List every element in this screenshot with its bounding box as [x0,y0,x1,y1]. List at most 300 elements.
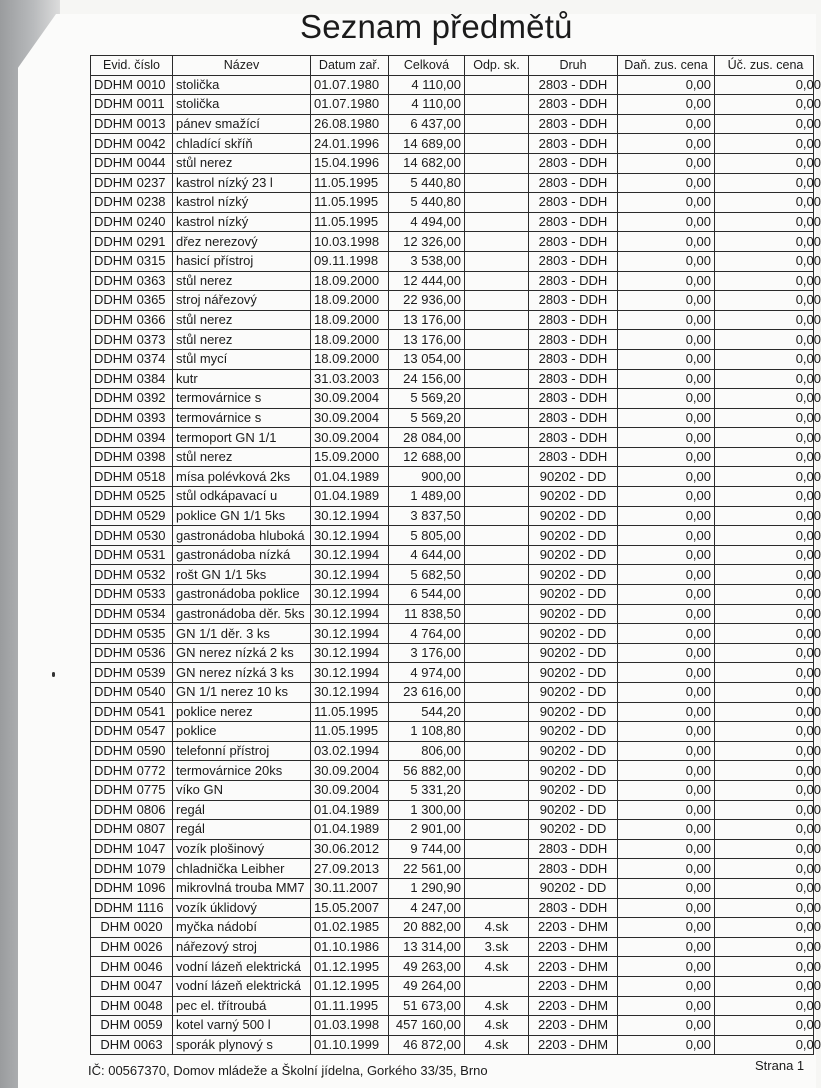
cell-accounting-value [715,683,821,703]
cell-druh: 2803 - DDH [529,114,618,134]
cell-accounting-value [715,996,821,1016]
cell-accounting-value-text: 0,00 [795,253,821,269]
cell-total: 22 561,00 [389,859,465,879]
cell-druh: 90202 - DD [529,761,618,781]
cell-odp [465,408,529,428]
cell-druh: 2803 - DDH [529,447,618,467]
table-row [91,232,814,252]
cell-name: stolička [173,75,311,95]
cell-evid: DDHM 0044 [91,153,173,173]
cell-druh: 2803 - DDH [529,389,618,409]
cell-accounting-value-text: 0,00 [795,605,821,621]
cell-evid: DDHM 0042 [91,134,173,154]
cell-evid: DDHM 0373 [91,330,173,350]
cell-druh: 2803 - DDH [529,212,618,232]
cell-evid: DHM 0048 [91,996,173,1016]
cell-evid: DDHM 0238 [91,193,173,213]
cell-druh: 2803 - DDH [529,859,618,879]
table-row [91,937,814,957]
cell-tax-value: 0,00 [618,585,715,605]
cell-evid: DDHM 0010 [91,75,173,95]
cell-total: 4 110,00 [389,75,465,95]
cell-odp [465,800,529,820]
cell-evid: DDHM 0540 [91,683,173,703]
cell-odp [465,506,529,526]
cell-total: 6 544,00 [389,585,465,605]
cell-druh: 90202 - DD [529,683,618,703]
cell-druh: 90202 - DD [529,467,618,487]
cell-date: 01.12.1995 [311,957,389,977]
cell-name: mikrovlná trouba MM7 [173,878,311,898]
cell-date: 01.10.1986 [311,937,389,957]
cell-evid: DDHM 0525 [91,487,173,507]
cell-name: sporák plynový s [173,1035,311,1055]
cell-druh: 90202 - DD [529,526,618,546]
cell-odp [465,212,529,232]
cell-odp: 4.sk [465,1016,529,1036]
cell-total: 1 290,90 [389,878,465,898]
cell-name: stůl nerez [173,153,311,173]
cell-date: 30.12.1994 [311,604,389,624]
cell-tax-value: 0,00 [618,1016,715,1036]
cell-druh: 90202 - DD [529,604,618,624]
cell-accounting-value-text: 0,00 [795,841,821,857]
cell-evid: DDHM 0363 [91,271,173,291]
cell-druh: 90202 - DD [529,878,618,898]
cell-name: stolička [173,95,311,115]
cell-total: 5 805,00 [389,526,465,546]
table-row [91,565,814,585]
cell-evid: DDHM 1047 [91,839,173,859]
table-row [91,153,814,173]
cell-tax-value: 0,00 [618,957,715,977]
cell-druh: 90202 - DD [529,506,618,526]
cell-accounting-value-text: 0,00 [795,899,821,915]
table-row [91,506,814,526]
cell-accounting-value-text: 0,00 [795,723,821,739]
cell-odp [465,702,529,722]
cell-name: vozík úklidový [173,898,311,918]
cell-name: stůl nerez [173,330,311,350]
cell-druh: 2803 - DDH [529,310,618,330]
cell-druh: 2803 - DDH [529,271,618,291]
cell-odp: 3.sk [465,937,529,957]
cell-tax-value: 0,00 [618,408,715,428]
table-row [91,526,814,546]
cell-tax-value: 0,00 [618,937,715,957]
cell-accounting-value [715,291,821,311]
cell-date: 30.09.2004 [311,389,389,409]
cell-evid: DDHM 0806 [91,800,173,820]
cell-name: telefonní přístroj [173,741,311,761]
cell-odp [465,75,529,95]
cell-accounting-value-text: 0,00 [795,370,821,386]
cell-accounting-value-text: 0,00 [795,292,821,308]
cell-accounting-value [715,937,821,957]
table-row [91,349,814,369]
cell-odp [465,624,529,644]
cell-evid: DDHM 0531 [91,545,173,565]
cell-druh: 90202 - DD [529,722,618,742]
cell-accounting-value [715,193,821,213]
cell-accounting-value-text: 0,00 [795,586,821,602]
cell-evid: DDHM 0534 [91,604,173,624]
cell-name: hasicí přístroj [173,251,311,271]
cell-evid: DDHM 0775 [91,780,173,800]
cell-total: 4 764,00 [389,624,465,644]
cell-accounting-value-text: 0,00 [795,919,821,935]
cell-total: 5 440,80 [389,173,465,193]
cell-total: 4 644,00 [389,545,465,565]
cell-total: 13 054,00 [389,349,465,369]
cell-accounting-value [715,526,821,546]
cell-tax-value: 0,00 [618,859,715,879]
cell-date: 30.12.1994 [311,565,389,585]
cell-accounting-value [715,369,821,389]
cell-evid: DDHM 0240 [91,212,173,232]
cell-druh: 90202 - DD [529,800,618,820]
table-row [91,114,814,134]
table-row [91,271,814,291]
cell-name: regál [173,800,311,820]
cell-tax-value: 0,00 [618,976,715,996]
cell-evid: DDHM 0393 [91,408,173,428]
cell-druh: 2203 - DHM [529,1035,618,1055]
cell-tax-value: 0,00 [618,330,715,350]
cell-date: 01.07.1980 [311,75,389,95]
cell-evid: DHM 0047 [91,976,173,996]
cell-accounting-value-text: 0,00 [795,547,821,563]
cell-date: 30.12.1994 [311,643,389,663]
cell-accounting-value-text: 0,00 [795,390,821,406]
cell-odp [465,232,529,252]
cell-accounting-value-text: 0,00 [795,214,821,230]
cell-name: stůl nerez [173,310,311,330]
cell-accounting-value-text: 0,00 [795,958,821,974]
cell-date: 30.09.2004 [311,408,389,428]
cell-evid: DDHM 0291 [91,232,173,252]
cell-druh: 2203 - DHM [529,957,618,977]
cell-tax-value: 0,00 [618,369,715,389]
cell-accounting-value-text: 0,00 [795,233,821,249]
cell-evid: DDHM 0536 [91,643,173,663]
cell-date: 01.03.1998 [311,1016,389,1036]
cell-accounting-value-text: 0,00 [795,96,821,112]
header-evid: Evid. číslo [91,56,173,76]
header-accounting-value: Úč. zus. cena [715,56,814,76]
cell-evid: DHM 0020 [91,918,173,938]
cell-name: regál [173,820,311,840]
table-row [91,722,814,742]
table-row [91,134,814,154]
cell-evid: DDHM 0398 [91,447,173,467]
cell-total: 14 689,00 [389,134,465,154]
cell-name: vodní lázeň elektrická [173,976,311,996]
cell-date: 01.12.1995 [311,976,389,996]
cell-evid: DDHM 0539 [91,663,173,683]
cell-tax-value: 0,00 [618,741,715,761]
cell-tax-value: 0,00 [618,75,715,95]
cell-total: 11 838,50 [389,604,465,624]
cell-druh: 2803 - DDH [529,291,618,311]
cell-accounting-value-text: 0,00 [795,703,821,719]
cell-date: 18.09.2000 [311,330,389,350]
cell-odp [465,310,529,330]
cell-date: 18.09.2000 [311,349,389,369]
cell-odp: 4.sk [465,1035,529,1055]
cell-accounting-value-text: 0,00 [795,194,821,210]
cell-accounting-value [715,780,821,800]
cell-accounting-value [715,663,821,683]
cell-name: kastrol nízký [173,193,311,213]
cell-druh: 2803 - DDH [529,193,618,213]
cell-accounting-value-text: 0,00 [795,1036,821,1052]
cell-tax-value: 0,00 [618,702,715,722]
cell-total: 3 538,00 [389,251,465,271]
cell-accounting-value [715,604,821,624]
cell-tax-value: 0,00 [618,898,715,918]
cell-druh: 90202 - DD [529,702,618,722]
cell-total: 49 263,00 [389,957,465,977]
cell-druh: 90202 - DD [529,624,618,644]
cell-accounting-value-text: 0,00 [795,978,821,994]
cell-tax-value: 0,00 [618,291,715,311]
cell-date: 03.02.1994 [311,741,389,761]
cell-accounting-value-text: 0,00 [795,939,821,955]
cell-name: pec el. třítroubá [173,996,311,1016]
cell-name: poklice [173,722,311,742]
cell-tax-value: 0,00 [618,526,715,546]
table-row [91,761,814,781]
cell-date: 01.11.1995 [311,996,389,1016]
cell-date: 30.09.2004 [311,761,389,781]
cell-name: rošt GN 1/1 5ks [173,565,311,585]
cell-accounting-value [715,212,821,232]
cell-tax-value: 0,00 [618,114,715,134]
cell-evid: DDHM 0394 [91,428,173,448]
cell-druh: 90202 - DD [529,643,618,663]
cell-total: 12 688,00 [389,447,465,467]
cell-date: 15.04.1996 [311,153,389,173]
cell-name: GN nerez nízká 2 ks [173,643,311,663]
cell-tax-value: 0,00 [618,604,715,624]
cell-accounting-value [715,153,821,173]
cell-tax-value: 0,00 [618,349,715,369]
table-row [91,878,814,898]
table-row [91,898,814,918]
table-row [91,369,814,389]
cell-accounting-value-text: 0,00 [795,782,821,798]
cell-total: 5 569,20 [389,408,465,428]
table-row [91,820,814,840]
cell-tax-value: 0,00 [618,428,715,448]
cell-date: 18.09.2000 [311,271,389,291]
cell-accounting-value-text: 0,00 [795,860,821,876]
cell-accounting-value-text: 0,00 [795,312,821,328]
cell-date: 30.12.1994 [311,585,389,605]
cell-tax-value: 0,00 [618,643,715,663]
table-row [91,643,814,663]
cell-total: 4 247,00 [389,898,465,918]
cell-total: 12 326,00 [389,232,465,252]
cell-name: mísa polévková 2ks [173,467,311,487]
cell-accounting-value [715,545,821,565]
cell-druh: 90202 - DD [529,780,618,800]
cell-tax-value: 0,00 [618,310,715,330]
cell-druh: 90202 - DD [529,565,618,585]
cell-accounting-value [715,330,821,350]
cell-evid: DDHM 0533 [91,585,173,605]
table-row [91,173,814,193]
cell-accounting-value [715,898,821,918]
cell-odp [465,153,529,173]
cell-name: termovárnice 20ks [173,761,311,781]
page-title: Seznam předmětů [300,8,573,45]
cell-accounting-value [715,643,821,663]
header-total: Celková [389,56,465,76]
table-row [91,663,814,683]
cell-druh: 90202 - DD [529,820,618,840]
cell-total: 23 616,00 [389,683,465,703]
cell-accounting-value-text: 0,00 [795,174,821,190]
cell-total: 4 494,00 [389,212,465,232]
cell-evid: DDHM 0772 [91,761,173,781]
cell-druh: 2203 - DHM [529,1016,618,1036]
cell-name: poklice nerez [173,702,311,722]
cell-odp [465,389,529,409]
table-row [91,780,814,800]
cell-odp [465,820,529,840]
cell-evid: DDHM 0315 [91,251,173,271]
cell-odp [465,173,529,193]
cell-tax-value: 0,00 [618,173,715,193]
cell-total: 3 176,00 [389,643,465,663]
cell-accounting-value [715,232,821,252]
cell-tax-value: 0,00 [618,447,715,467]
cell-accounting-value [715,1016,821,1036]
cell-accounting-value [715,506,821,526]
cell-total: 1 489,00 [389,487,465,507]
cell-odp: 4.sk [465,957,529,977]
cell-tax-value: 0,00 [618,487,715,507]
cell-date: 10.03.1998 [311,232,389,252]
cell-evid: DDHM 0013 [91,114,173,134]
cell-total: 14 682,00 [389,153,465,173]
cell-accounting-value [715,624,821,644]
cell-name: kotel varný 500 l [173,1016,311,1036]
cell-druh: 2803 - DDH [529,408,618,428]
cell-total: 13 176,00 [389,330,465,350]
cell-evid: DDHM 0392 [91,389,173,409]
cell-tax-value: 0,00 [618,683,715,703]
cell-date: 11.05.1995 [311,702,389,722]
cell-name: myčka nádobí [173,918,311,938]
table-row [91,310,814,330]
cell-odp [465,663,529,683]
cell-odp [465,349,529,369]
cell-name: stůl nerez [173,271,311,291]
cell-evid: DHM 0059 [91,1016,173,1036]
cell-druh: 2203 - DHM [529,937,618,957]
cell-odp [465,271,529,291]
cell-tax-value: 0,00 [618,545,715,565]
cell-accounting-value-text: 0,00 [795,272,821,288]
cell-total: 12 444,00 [389,271,465,291]
cell-druh: 2803 - DDH [529,898,618,918]
cell-accounting-value-text: 0,00 [795,664,821,680]
cell-accounting-value-text: 0,00 [795,645,821,661]
cell-date: 01.04.1989 [311,467,389,487]
cell-druh: 90202 - DD [529,487,618,507]
cell-accounting-value [715,820,821,840]
footer-organization: IČ: 00567370, Domov mládeže a Školní jídelna, Gorkého 33/35, Brno [88,1063,488,1078]
cell-date: 11.05.1995 [311,193,389,213]
cell-accounting-value [715,565,821,585]
cell-total: 1 108,80 [389,722,465,742]
cell-evid: DDHM 0541 [91,702,173,722]
cell-name: víko GN [173,780,311,800]
header-druh: Druh [529,56,618,76]
cell-date: 30.12.1994 [311,526,389,546]
cell-accounting-value [715,349,821,369]
cell-total: 22 936,00 [389,291,465,311]
page-number: Strana 1 [755,1058,805,1073]
cell-total: 49 264,00 [389,976,465,996]
cell-accounting-value [715,310,821,330]
cell-evid: DDHM 1096 [91,878,173,898]
cell-name: GN 1/1 nerez 10 ks [173,683,311,703]
cell-accounting-value-text: 0,00 [795,135,821,151]
cell-date: 01.07.1980 [311,95,389,115]
cell-name: nářezový stroj [173,937,311,957]
cell-evid: DDHM 1116 [91,898,173,918]
table-row [91,957,814,977]
cell-date: 18.09.2000 [311,291,389,311]
table-row [91,487,814,507]
table-row [91,683,814,703]
cell-name: chladící skříň [173,134,311,154]
cell-date: 30.09.2004 [311,428,389,448]
cell-accounting-value [715,389,821,409]
cell-evid: DDHM 1079 [91,859,173,879]
cell-tax-value: 0,00 [618,212,715,232]
cell-date: 01.04.1989 [311,820,389,840]
table-row [91,75,814,95]
table-row [91,428,814,448]
table-row [91,193,814,213]
cell-druh: 2803 - DDH [529,75,618,95]
cell-odp [465,585,529,605]
cell-odp [465,134,529,154]
cell-odp [465,369,529,389]
cell-date: 18.09.2000 [311,310,389,330]
cell-evid: DHM 0063 [91,1035,173,1055]
cell-date: 30.09.2004 [311,780,389,800]
cell-name: termovárnice s [173,408,311,428]
cell-accounting-value-text: 0,00 [795,566,821,582]
cell-tax-value: 0,00 [618,800,715,820]
cell-tax-value: 0,00 [618,820,715,840]
cell-evid: DDHM 0011 [91,95,173,115]
cell-accounting-value [715,702,821,722]
cell-name: poklice GN 1/1 5ks [173,506,311,526]
cell-tax-value: 0,00 [618,95,715,115]
cell-date: 30.12.1994 [311,506,389,526]
table-row [91,1035,814,1055]
cell-name: termoport GN 1/1 [173,428,311,448]
table-row [91,918,814,938]
cell-name: vozík plošinový [173,839,311,859]
